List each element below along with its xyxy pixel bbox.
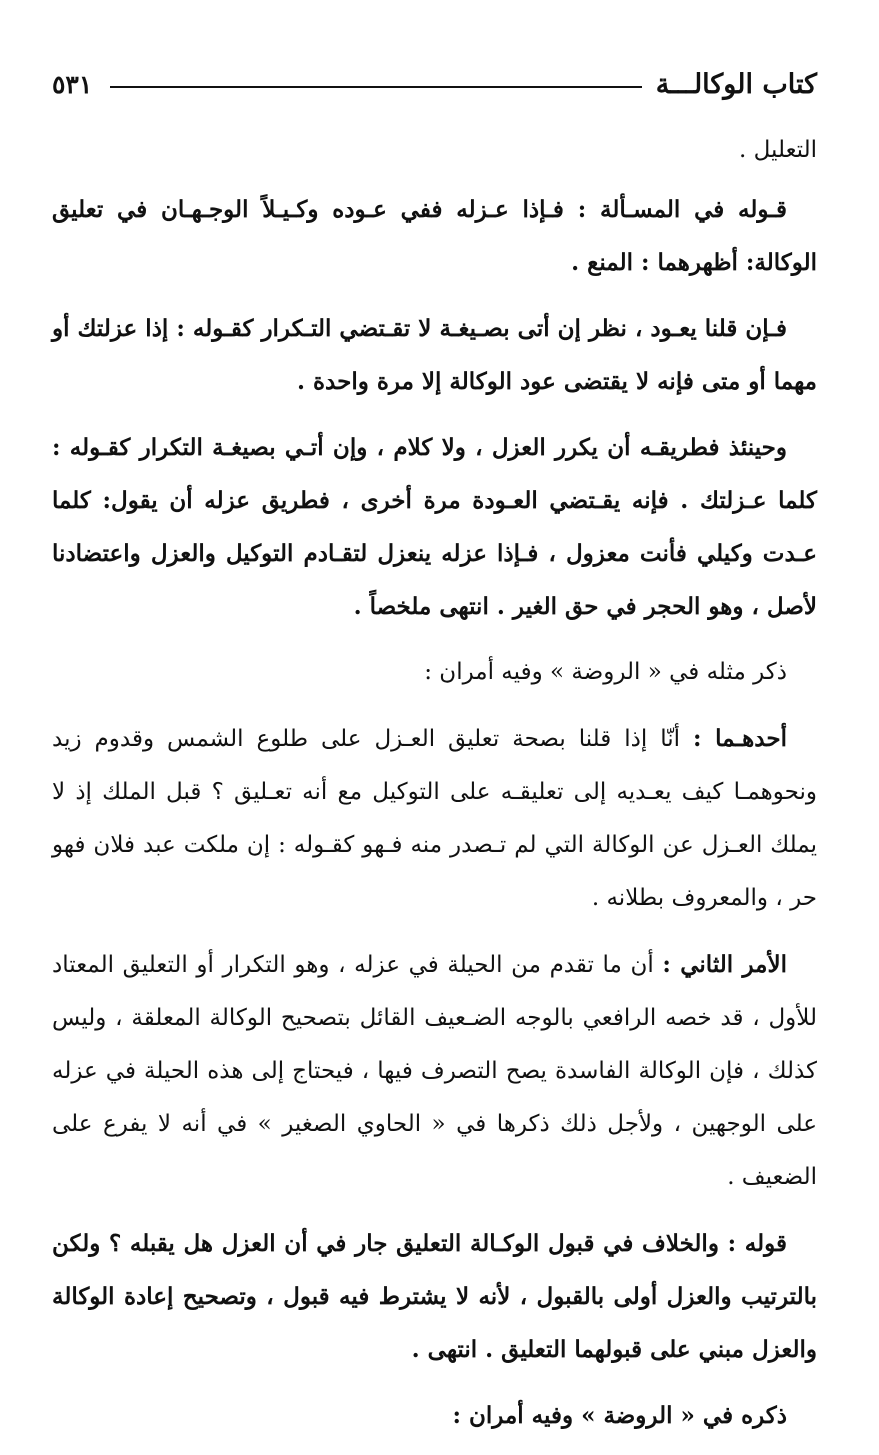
- paragraph-continuation: التعليل .: [738, 137, 817, 163]
- paragraph-2: فـإن قلنا يعـود ، نظر إن أتى بصـيغـة لا تقـتضي التـكرار كقـوله : إذا عزلتك أو مهما أو متى فإنه لا يقتضى عود الوكالة إلا مرة واحدة .: [52, 315, 817, 395]
- header-rule: [110, 86, 641, 88]
- body-text: [52, 124, 817, 1455]
- paragraph-6-text: أن ما تقدم من الحيلة في عزله ، وهو التكرار أو التعليق المعتاد للأول ، قد خصه الرافعي بالوجه الضـعيف القائل بتصحيح الوكالة المعلقة ، وليس كذلك ، فإن الوكالة الفاسدة يصح التصرف فيها ، فيحتاج إلى هذه الحيلة في عزله على الوجهين ، ولأجل ذلك ذكرها في « الحاوي الصغير » في أنه لا يفرع على الضعيف .: [52, 952, 817, 1190]
- page-number: ٥٣١: [52, 69, 93, 99]
- paragraph-3: وحينئذ فطريقـه أن يكرر العزل ، ولا كلام ، وإن أتـي بصيغـة التكرار كقـوله : كلما عـزلتك . فإنه يقـتضي العـودة مرة أخرى ، فطريق عزله أن يقول: كلما عـدت وكيلي فأنت معزول ، فـإذا عزله ينعزل لتقـادم التوكيل والعزل واعتضادنا لأصل ، وهو الحجر في حق الغير . انتهى ملخصاً .: [52, 434, 817, 620]
- paragraph-8: ذكره في « الروضة » وفيه أمران :: [452, 1402, 787, 1429]
- paragraph-4: ذكر مثله في « الروضة » وفيه أمران :: [424, 659, 787, 685]
- page-header: [52, 64, 817, 104]
- paragraph-quote-2: قوله : والخلاف في قبول الوكـالة التعليق جار في أن العزل هل يقبله ؟ ولكن بالترتيب والعزل أولى بالقبول ، لأنه لا يشترط فيه قبول ، وتصحيح إعادة الوكالة والعزل مبني على قبولهما التعليق . انتهى .: [52, 1230, 817, 1363]
- running-title: كتاب الوكالـــة: [655, 68, 817, 100]
- paragraph-quote-1: قـوله في المسـألة : فـإذا عـزله ففي عـوده وكـيـلاً الوجـهـان في تعليق الوكالة: أظهرهما : المنع .: [52, 196, 817, 276]
- paragraph-5-text: أنّا إذا قلنا بصحة تعليق العـزل على طلوع الشمس وقدوم زيد ونحوهمـا كيف يعـديه إلى تعليقـه على التوكيل مع أنه تعـليق ؟ قبل الملك إذ لا يملك العـزل عن الوكالة التي لم تـصدر منه فـهو كقـوله : إن ملكت عبد فلان فهو حر ، والمعروف بطلانه .: [52, 726, 817, 911]
- paragraph-5: [52, 712, 817, 925]
- paragraph-6: [52, 938, 817, 1204]
- paragraph-5-lead: أحدهـما :: [692, 725, 787, 752]
- paragraph-6-lead: الأمر الثاني :: [662, 951, 787, 978]
